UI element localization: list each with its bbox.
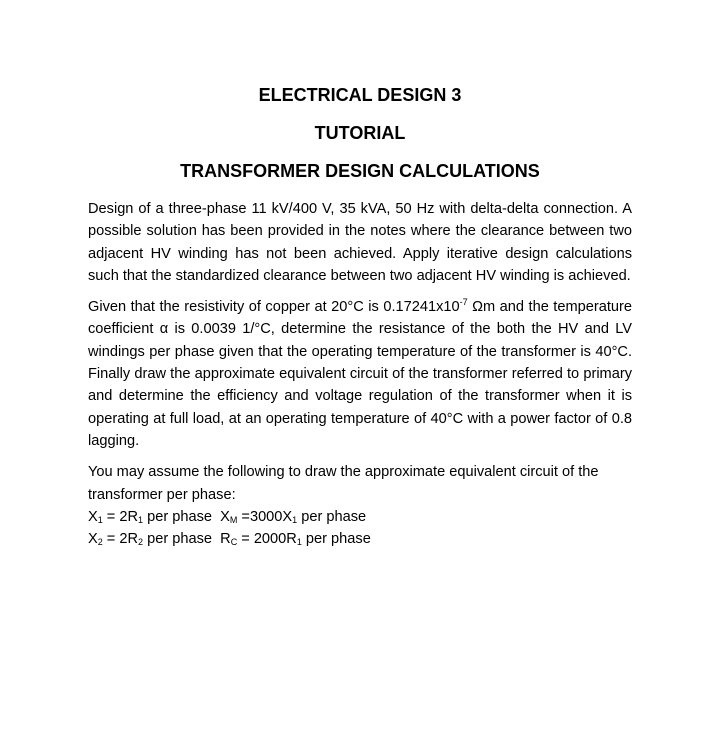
formula-sub: 2 bbox=[138, 537, 144, 548]
formula-x1: X bbox=[88, 508, 98, 525]
formula-line-2 bbox=[88, 528, 632, 550]
formula-line-1 bbox=[88, 506, 632, 528]
assumption-paragraph bbox=[88, 461, 632, 550]
formula-text: =3000X bbox=[237, 508, 293, 525]
formula-text: per phase X bbox=[143, 508, 230, 525]
formula-text: = 2000R bbox=[237, 531, 297, 548]
formula-sub: M bbox=[229, 514, 238, 525]
course-title: ELECTRICAL DESIGN 3 bbox=[258, 85, 462, 105]
topic-title: TRANSFORMER DESIGN CALCULATIONS bbox=[180, 161, 540, 181]
resistivity-exponent: -7 bbox=[459, 297, 468, 308]
document-body bbox=[88, 198, 632, 550]
resistivity-text-start: Given that the resistivity of copper at 20°C is 0.17241x10 bbox=[88, 299, 460, 316]
formula-sub: 1 bbox=[292, 514, 298, 525]
formula-text: = 2R bbox=[102, 531, 139, 548]
formula-x2: X bbox=[88, 531, 98, 548]
formula-text: per phase bbox=[301, 531, 371, 548]
formula-sub: 1 bbox=[97, 514, 103, 525]
design-paragraph: Design of a three-phase 11 kV/400 V, 35 kVA, 50 Hz with delta-delta connection. A possible solution has been provided in the notes where the clearance between two adjacent HV winding has not been achieved. Apply iterative design calculations such that the standardized clearance between two adjacent HV winding is achieved. bbox=[88, 201, 632, 284]
formula-sub: 1 bbox=[138, 514, 144, 525]
resistivity-text-end: Ωm and the temperature coefficient α is 0.0039 1/°C, determine the resistance of the both the HV and LV windings per phase given that the operating temperature of the transformer is 40°C. Finally draw the approximate equivalent circuit of the transformer referred to primary and determine the efficiency and voltage regulation of the transformer when it is operating at full load, at an operating temperature of 40°C with a power factor of 0.8 lagging. bbox=[88, 299, 632, 449]
formula-sub: C bbox=[230, 537, 238, 548]
formula-sub: 2 bbox=[97, 537, 103, 548]
resistivity-paragraph bbox=[88, 296, 632, 452]
document-headings bbox=[0, 84, 720, 198]
formula-sub: 1 bbox=[296, 537, 302, 548]
formula-text: = 2R bbox=[102, 508, 139, 525]
formula-text: per phase bbox=[297, 508, 367, 525]
formula-text: per phase R bbox=[143, 531, 231, 548]
tutorial-title: TUTORIAL bbox=[314, 123, 406, 143]
assumption-intro: You may assume the following to draw the approximate equivalent circuit of the transformer per phase: bbox=[88, 464, 599, 503]
